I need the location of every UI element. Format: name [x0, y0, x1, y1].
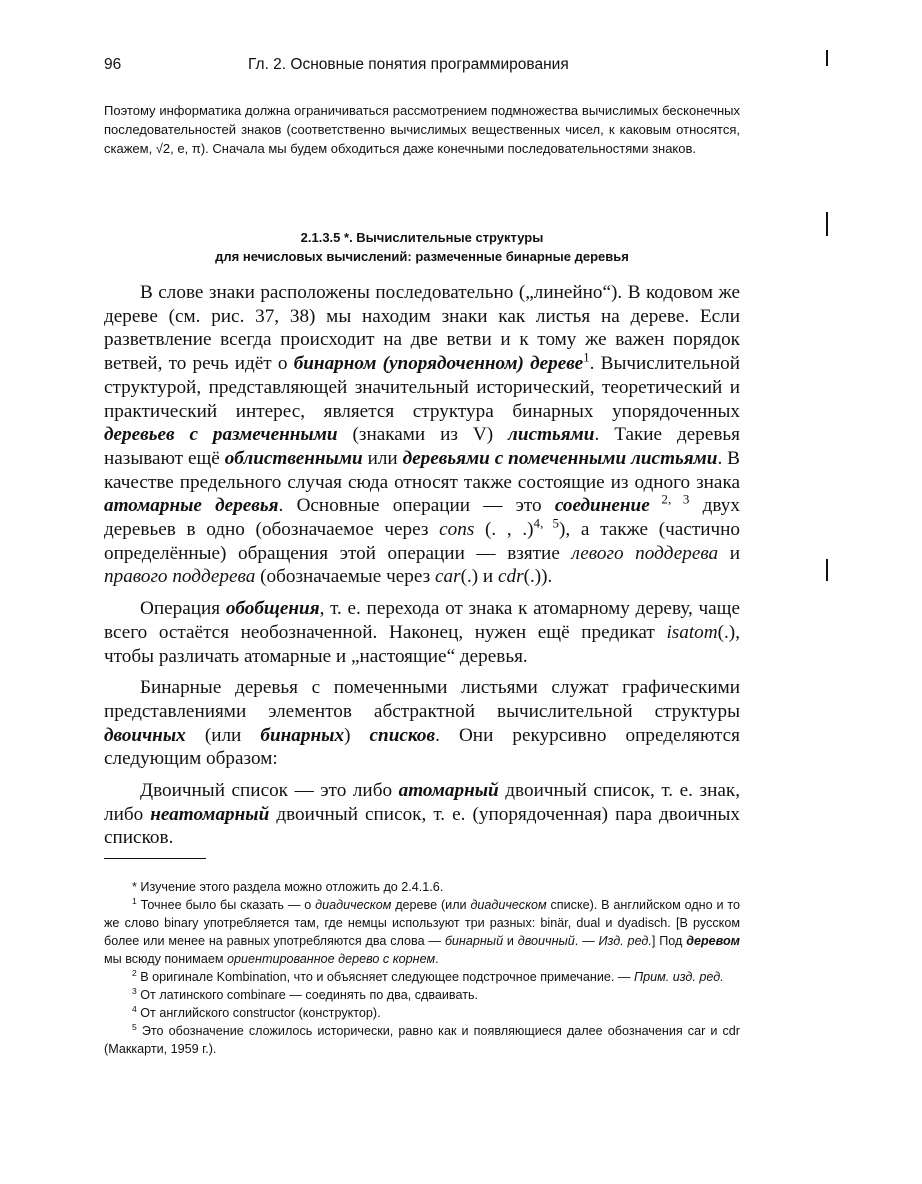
main-text	[104, 281, 740, 850]
running-title: Гл. 2. Основные понятия программирования	[248, 56, 569, 73]
section-heading-line1: 2.1.3.5 *. Вычислительные структуры	[300, 230, 544, 245]
paragraph: Операция обобщения, т. е. перехода от знака к атомарному дереву, чаще всего остаётся необозначенной. Наконец, нужен ещё предикат isatom(.), чтобы различать атомарные и „настоящие“ деревья.	[104, 598, 740, 667]
section-heading-line2: для нечисловых вычислений: размеченные бинарные деревья	[215, 249, 629, 264]
footnote-star: * Изучение этого раздела можно отложить до 2.4.1.6.	[132, 880, 444, 894]
sqrt-two: √2	[155, 141, 171, 156]
section-heading	[104, 228, 740, 266]
running-header	[104, 56, 824, 80]
margin-mark	[826, 50, 828, 66]
margin-mark	[826, 212, 828, 236]
footnote-3: $^3$ От латинского combinare — соединять по два, сдваивать.	[132, 985, 479, 1002]
footnote-4: $^4$ От английского constructor (конструктор).	[132, 1003, 381, 1020]
page-number: 96	[104, 56, 122, 73]
paragraph: В слове знаки расположены последовательно („линейно“). В кодовом же дереве (см. рис. 37, 38) мы находим знаки как листья на дереве. Если разветвление всегда происходит на две ветви и к тому же важен порядок ветвей, то речь идёт о бинарном (упорядоченном) дереве$^1$. Вычислительной структурой, представляющей значительный исторический, теоретический и практический интерес, является структура бинарных упорядоченных деревьев с размеченными (знаками из V) листьями. Такие деревья называют ещё облиственными или деревьями с помеченными листьями. В качестве предельного случая сюда относят также состоящие из одного знака атомарные деревья. Основные операции — это соединение $^{2, 3}$ двух деревьев в одно (обозначаемое через cons (. , .)$^{4, 5}$), а также (частично определённые) обращения этой операции — взятие левого поддерева и правого поддерева (обозначаемые через car(.) и cdr(.)).	[104, 282, 741, 588]
paragraph: Бинарные деревья с помеченными листьями служат графическими представлениями элементов абстрактной вычислительной структуры двоичных (или бинарных) списков. Они рекурсивно определяются следующим образом:	[104, 677, 740, 770]
footnote-5: $^5$ Это обозначение сложилось исторически, равно как и появляющиеся далее обозначения car и cdr (Маккарти, 1959 г.).	[104, 1021, 740, 1056]
intro-paragraph: Поэтому информатика должна ограничиваться рассмотрением подмножества вычислимых бесконечных последовательностей знаков (соответственно вычислимых вещественных чисел, к каковым относятся, скажем, √2, e, π). Сначала мы будем обходиться даже конечными последовательностями знаков.	[104, 103, 740, 156]
footnotes	[104, 878, 740, 1058]
paragraph: Двоичный список — это либо атомарный двоичный список, т. е. знак, либо неатомарный двоичный список, т. е. (упорядоченная) пара двоичных списков.	[104, 780, 741, 849]
footnote-2: $^2$ В оригинале Kombination, что и объясняет следующее подстрочное примечание. — Прим. изд. ред.	[132, 967, 724, 984]
margin-mark	[826, 559, 828, 581]
footnote-separator	[104, 858, 206, 859]
footnote-1: $^1$ Точнее было бы сказать — о диадическом дереве (или диадическом списке). В английском одно и то же слово binary употребляется там, где немцы используют три разных: binär, dual и dyadisch. [В русском более или менее на равных употребляются два слова — бинарный и двоичный. — Изд. ред.] Под деревом мы всюду понимаем ориентированное дерево с корнем.	[104, 895, 741, 966]
